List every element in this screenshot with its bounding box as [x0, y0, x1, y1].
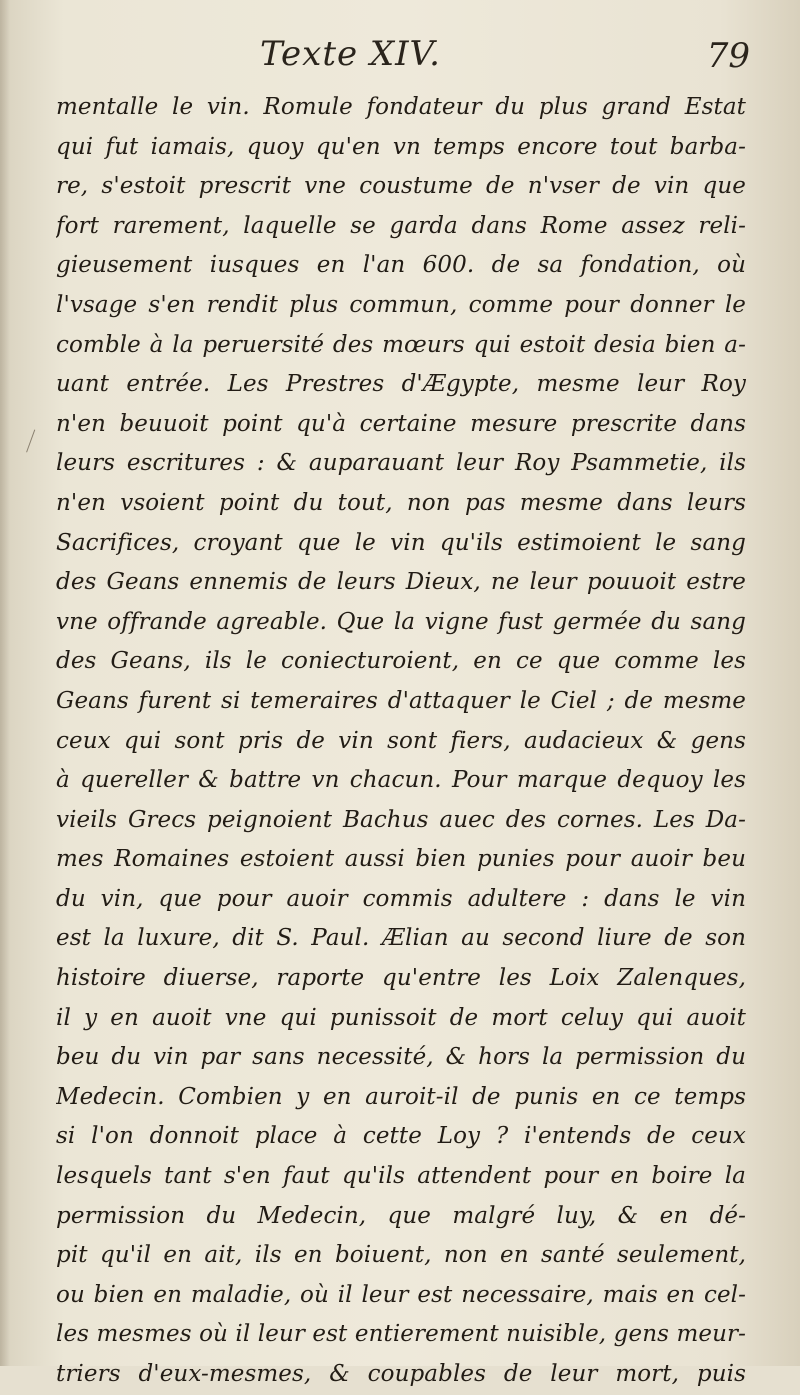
text-line: n'en vsoient point du tout, non pas mesme dans leurs	[56, 489, 746, 516]
text-line: il y en auoit vne qui punissoit de mort celuy qui auoit	[56, 1004, 746, 1031]
text-line: uant entrée. Les Prestres d'Ægypte, mesme leur Roy	[56, 371, 746, 398]
page-header	[60, 30, 750, 80]
page-number: 79	[706, 36, 750, 76]
text-line: re, s'estoit prescrit vne coustume de n'vser de vin que	[56, 173, 746, 200]
text-line: vieils Grecs peignoient Bachus auec des cornes. Les Da-	[56, 806, 746, 833]
running-head: Texte XIV.	[260, 34, 441, 74]
text-line: n'en beuuoit point qu'à certaine mesure prescrite dans	[56, 410, 746, 437]
text-line: ou bien en maladie, où il leur est necessaire, mais en cel-	[56, 1281, 746, 1308]
text-line: vne offrande agreable. Que la vigne fust germée du sang	[56, 608, 746, 635]
margin-mark	[26, 430, 41, 455]
text-line: les mesmes où il leur est entierement nuisible, gens meur-	[56, 1321, 746, 1348]
scan-edge-shadow	[0, 0, 10, 1366]
text-line: des Geans, ils le coniecturoient, en ce que comme les	[56, 648, 746, 675]
text-line: lesquels tant s'en faut qu'ils attendent pour en boire la	[56, 1163, 746, 1190]
text-line: des Geans ennemis de leurs Dieux, ne leur pouuoit estre	[56, 569, 746, 596]
text-line: triers d'eux-mesmes, & coupables de leur mort, puis	[56, 1361, 746, 1387]
text-line: à quereller & battre vn chacun. Pour marque dequoy les	[56, 767, 746, 794]
text-line: leurs escritures : & auparauant leur Roy Psammetie, ils	[56, 450, 746, 477]
text-line: comble à la peruersité des mœurs qui estoit desia bien a-	[56, 331, 746, 358]
text-line: est la luxure, dit S. Paul. Ælian au second liure de son	[56, 925, 746, 952]
text-line: Geans furent si temeraires d'attaquer le Ciel ; de mesme	[56, 687, 746, 714]
text-line: permission du Medecin, que malgré luy, & en dé-	[56, 1202, 746, 1229]
text-line: mes Romaines estoient aussi bien punies pour auoir beu	[56, 846, 746, 873]
text-line: qui fut iamais, quoy qu'en vn temps encore tout barba-	[56, 133, 746, 160]
body-text	[56, 88, 746, 1395]
text-line: Medecin. Combien y en auroit-il de punis en ce temps	[56, 1083, 746, 1110]
text-line: l'vsage s'en rendit plus commun, comme pour donner le	[56, 291, 746, 318]
text-line: beu du vin par sans necessité, & hors la permission du	[56, 1044, 746, 1071]
text-line: mentalle le vin. Romule fondateur du plus grand Estat	[56, 94, 746, 120]
text-line: Sacrifices, croyant que le vin qu'ils estimoient le sang	[56, 529, 746, 556]
text-line: fort rarement, laquelle se garda dans Rome assez reli-	[56, 212, 746, 239]
text-line: du vin, que pour auoir commis adultere : dans le vin	[56, 885, 746, 912]
text-line: histoire diuerse, raporte qu'entre les Loix Zalenques,	[56, 965, 746, 992]
text-line: pit qu'il en ait, ils en boiuent, non en santé seulement,	[56, 1242, 746, 1269]
text-line: si l'on donnoit place à cette Loy ? i'entends de ceux	[56, 1123, 746, 1150]
text-line: gieusement iusques en l'an 600. de sa fondation, où	[56, 252, 746, 279]
text-line: ceux qui sont pris de vin sont fiers, audacieux & gens	[56, 727, 746, 754]
